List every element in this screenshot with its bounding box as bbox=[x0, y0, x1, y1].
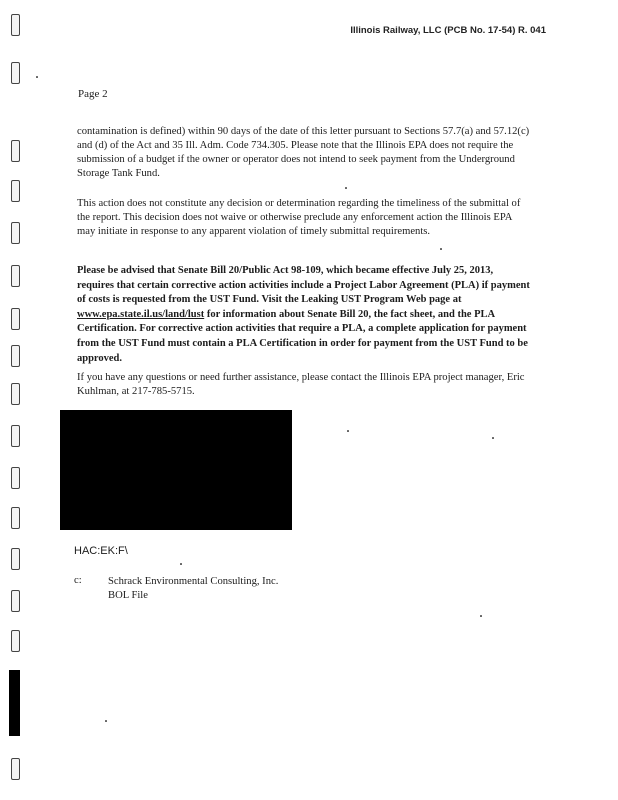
paragraph-timeliness: This action does not constitute any decision or determination regarding the timeliness of the submittal of the report. This decision does not waive or otherwise preclude any enforcement action the Illinois EPA may initiate in response to any apparent violation of timely submittal requirements. bbox=[77, 198, 521, 238]
scan-speck bbox=[36, 76, 38, 78]
scan-speck bbox=[105, 720, 107, 722]
cc-label: c: bbox=[74, 575, 82, 586]
cc-item: Schrack Environmental Consulting, Inc. bbox=[108, 576, 279, 587]
reference-initials: HAC:EK:F\ bbox=[74, 545, 128, 557]
senate-bill-text-cont: for information about Senate Bill 20, the fact sheet, and the PLA Certification. For corrective action activities that require a PLA, a complete application for payment from the UST Fund must contain a PLA Certification in order for payment from the UST Fund to be approved. bbox=[77, 308, 528, 364]
punch-hole bbox=[11, 180, 20, 202]
paragraph-contamination: contamination is defined) within 90 days of the date of this letter pursuant to Sections 57.7(a) and 57.12(c) and (d) of the Act and 35 Ill. Adm. Code 734.305. Please note that the Illinois EPA does not require the submission of a budget if the owner or operator does not intend to seek payment from the Underground Storage Tank Fund. bbox=[77, 126, 530, 180]
punch-hole bbox=[11, 383, 20, 405]
punch-hole bbox=[11, 425, 20, 447]
scan-speck bbox=[180, 563, 182, 565]
scan-speck bbox=[440, 248, 442, 250]
scan-edge-bar bbox=[9, 670, 20, 736]
punch-hole bbox=[11, 548, 20, 570]
punch-hole bbox=[11, 630, 20, 652]
punch-hole bbox=[11, 345, 20, 367]
punch-hole bbox=[11, 14, 20, 36]
punch-hole bbox=[11, 590, 20, 612]
cc-item: BOL File bbox=[108, 590, 148, 601]
punch-hole bbox=[11, 140, 20, 162]
punch-hole bbox=[11, 758, 20, 780]
punch-hole bbox=[11, 507, 20, 529]
punch-hole bbox=[11, 222, 20, 244]
punch-hole bbox=[11, 308, 20, 330]
punch-hole bbox=[11, 467, 20, 489]
redacted-signature-block bbox=[60, 410, 292, 530]
page-number: Page 2 bbox=[78, 88, 108, 100]
lust-web-link[interactable]: www.epa.state.il.us/land/lust bbox=[77, 308, 205, 320]
scan-speck bbox=[347, 430, 349, 432]
senate-bill-text: Please be advised that Senate Bill 20/Public Act 98-109, which became effective July 25, 2013, requires that certain corrective action activities include a Project Labor Agreement (PLA) if payment of costs is requested from the UST Fund. Visit the Leaking UST Program Web page at bbox=[77, 265, 530, 306]
punch-hole bbox=[11, 62, 20, 84]
punch-hole bbox=[11, 265, 20, 287]
paragraph-contact: If you have any questions or need further assistance, please contact the Illinois EPA project manager, Eric Kuhlman, at 217-785-5715. bbox=[77, 372, 525, 398]
page-header: Illinois Railway, LLC (PCB No. 17-54) R. 041 bbox=[350, 25, 546, 36]
cc-list bbox=[108, 575, 278, 603]
scan-speck bbox=[480, 615, 482, 617]
scan-speck bbox=[492, 437, 494, 439]
scan-speck bbox=[345, 187, 347, 189]
paragraph-senate-bill bbox=[77, 264, 532, 366]
